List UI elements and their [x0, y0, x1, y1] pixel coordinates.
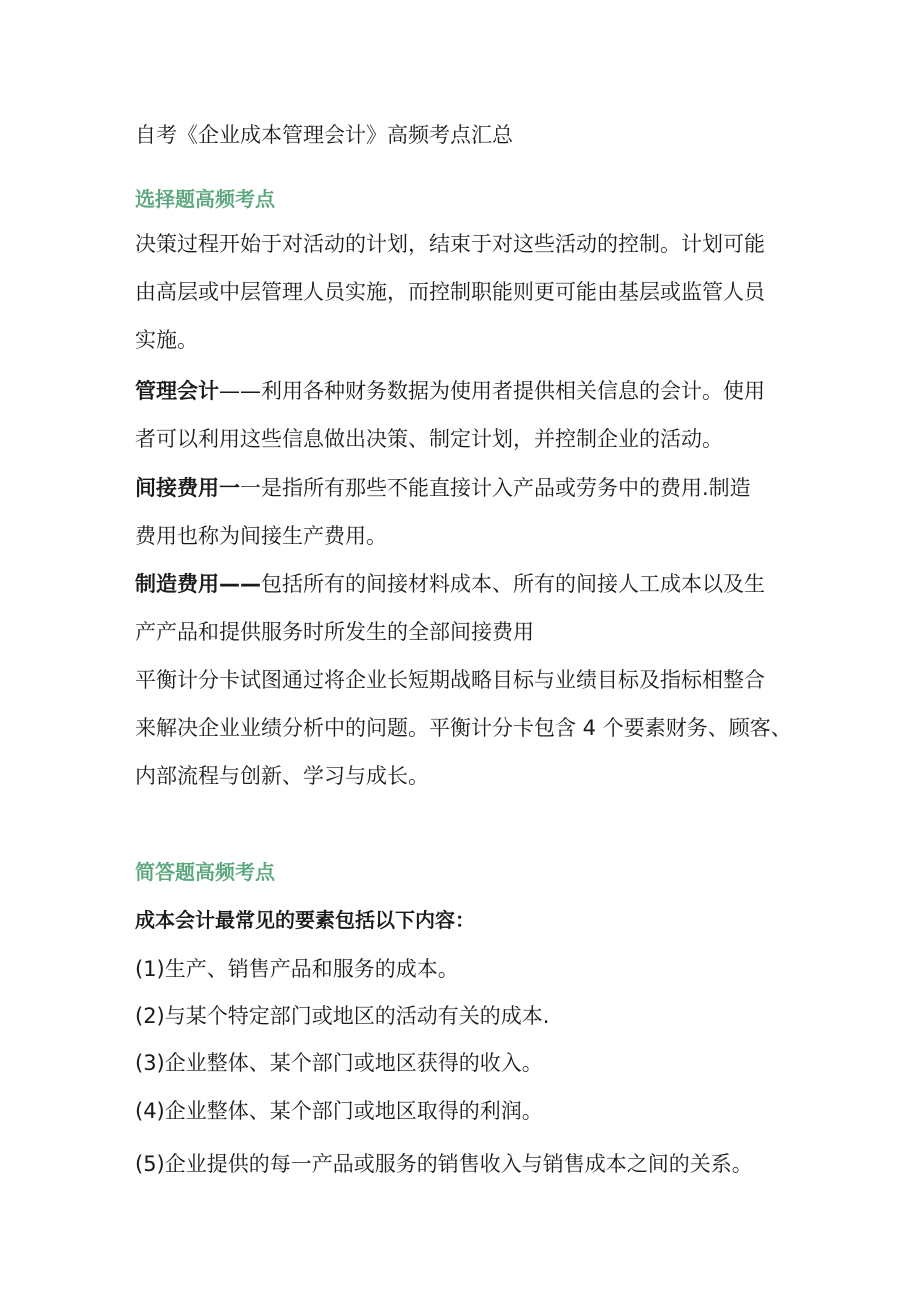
- paragraph-line: 平衡计分卡试图通过将企业长短期战略目标与业绩目标及指标相整合: [135, 668, 765, 692]
- paragraph-balanced-scorecard: [135, 656, 815, 800]
- list-item: (3)企业整体、某个部门或地区获得的收入。: [135, 1051, 543, 1075]
- list-item: (5)企业提供的每一产品或服务的销售收入与销售成本之间的关系。: [135, 1152, 753, 1176]
- definition-text: 一是指所有那些不能直接计入产品或劳务中的费用.制造: [240, 476, 751, 500]
- paragraph-indirect-costs: [135, 464, 815, 560]
- list-item: (4)企业整体、某个部门或地区取得的利润。: [135, 1099, 543, 1123]
- paragraph-decision-process: [135, 220, 815, 364]
- definition-text: 包括所有的间接材料成本、所有的间接人工成本以及生: [261, 572, 765, 596]
- paragraph-line: 者可以利用这些信息做出决策、制定计划，并控制企业的活动。: [135, 427, 723, 451]
- definition-text: ——利用各种财务数据为使用者提供相关信息的会计。使用: [219, 379, 765, 403]
- document-title: 自考《企业成本管理会计》高频考点汇总: [135, 123, 513, 147]
- list-item: (1)生产、销售产品和服务的成本。: [135, 957, 459, 981]
- paragraph-line: 产产品和提供服务时所发生的全部间接费用: [135, 620, 534, 644]
- term-manufacturing-overhead: 制造费用——: [135, 572, 261, 596]
- section-heading-choice-questions: 选择题高频考点: [135, 187, 275, 211]
- list-item: (2)与某个特定部门或地区的活动有关的成本.: [135, 1004, 550, 1028]
- paragraph-management-accounting: [135, 367, 815, 463]
- paragraph-line: 费用也称为间接生产费用。: [135, 524, 387, 548]
- paragraph-line: 由高层或中层管理人员实施，而控制职能则更可能由基层或监管人员: [135, 280, 765, 304]
- paragraph-line: [135, 367, 815, 415]
- paragraph-line: [135, 560, 815, 608]
- paragraph-line: 决策过程开始于对活动的计划，结束于对这些活动的控制。计划可能: [135, 232, 765, 256]
- section-heading-short-answer: 简答题高频考点: [135, 860, 275, 884]
- term-management-accounting: 管理会计: [135, 379, 219, 403]
- paragraph-manufacturing-overhead: [135, 560, 815, 656]
- list-heading: 成本会计最常见的要素包括以下内容：: [135, 908, 475, 932]
- term-indirect-costs: 间接费用一: [135, 476, 240, 500]
- paragraph-line: 内部流程与创新、学习与成长。: [135, 764, 429, 788]
- paragraph-line: [135, 464, 815, 512]
- paragraph-line: 来解决企业业绩分析中的问题。平衡计分卡包含 4 个要素财务、顾客、: [135, 716, 792, 740]
- paragraph-line: 实施。: [135, 328, 198, 352]
